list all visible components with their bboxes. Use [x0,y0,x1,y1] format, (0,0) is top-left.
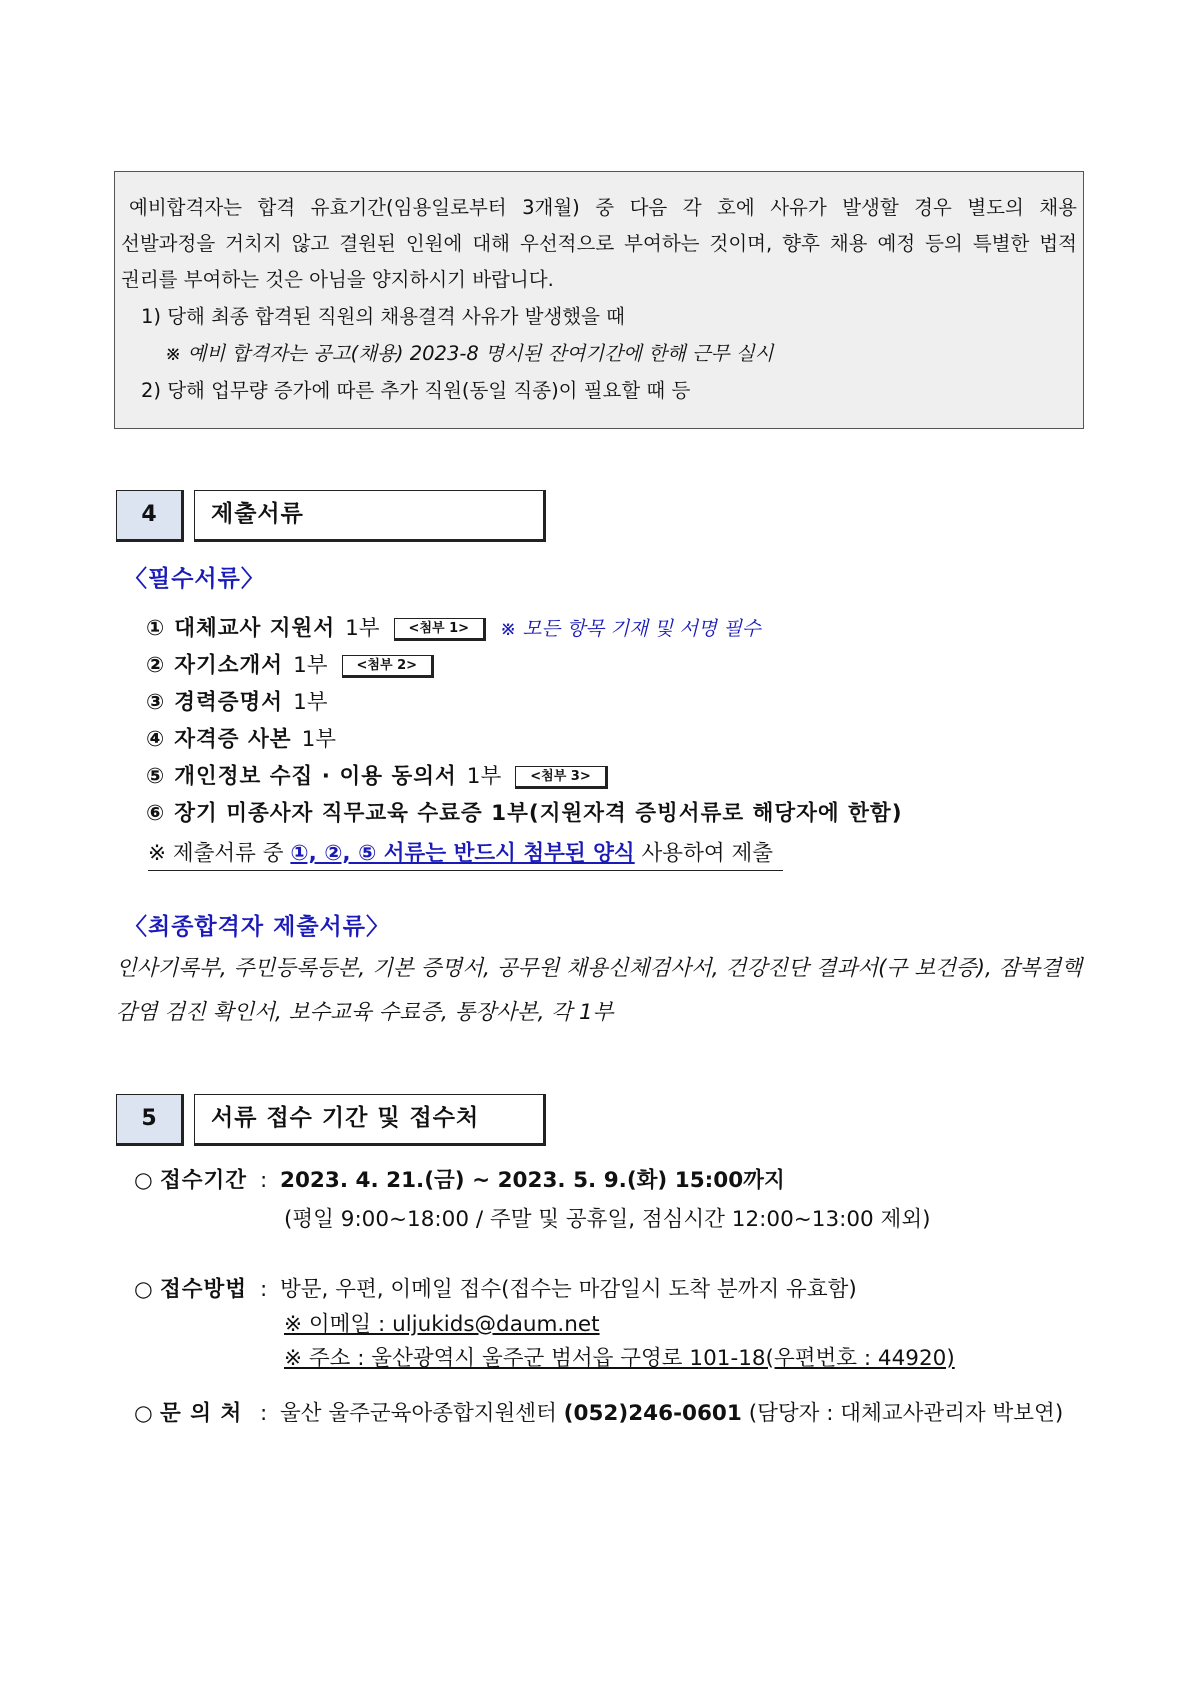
contact-phone: (052)246-0601 [563,1401,742,1426]
section-5-title: 서류 접수 기간 및 접수처 [194,1094,546,1146]
doc-item-name: 자격증 사본 [174,727,292,752]
final-docs-text: 인사기록부, 주민등록등본, 기본 증명서, 공무원 채용신체검사서, 건강진단 결과서(구 보건증), 잠복결핵감염 검진 확인서, 보수교육 수료증, 통장사본, 각 1부 [116,956,1082,1025]
submit-note-prefix: ※ 제출서류 중 [148,841,291,866]
doc-item-number: ④ [146,727,165,752]
doc-item-name: 개인정보 수집 · 이용 동의서 [174,764,457,789]
notice-line-3: 권리를 부여하는 것은 아님을 양지하시기 바랍니다. [121,268,554,291]
colon: : [260,1401,268,1426]
email-line[interactable]: ※ 이메일 : uljukids@daum.net [284,1312,600,1337]
circle-bullet-icon: ○ [134,1277,153,1302]
doc-item-qty: 1부 [466,764,502,789]
doc-item-qty: 1부 [345,616,380,641]
required-docs-list [146,610,903,832]
receipt-period-row [134,1165,785,1197]
section-5-number: 5 [116,1094,184,1146]
notice-line-2: 선발과정을 거치지 않고 결원된 인원에 대해 우선적으로 부여하는 것이며, 향후 채용 예정 등의 특별한 법적 [121,232,1077,255]
attachment-badge: <첨부 3> [515,766,607,789]
doc-item-number: ② [146,653,165,678]
address-line: ※ 주소 : 울산광역시 울주군 범서읍 구영로 101-18(우편번호 : 44920) [284,1346,955,1371]
submit-note-highlight: ①, ②, ⑤ 서류는 반드시 첨부된 양식 [290,841,635,866]
doc-item-name: 대체교사 지원서 [174,616,336,641]
attachment-badge: <첨부 1> [394,618,486,641]
section-4-title: 제출서류 [194,490,546,542]
doc-item-note: ※ 모든 항목 기재 및 서명 필수 [500,617,761,640]
notice-line-1: 예비합격자는 합격 유효기간(임용일로부터 3개월) 중 다음 각 호에 사유가 발생할 경우 별도의 채용 [129,196,1077,219]
receipt-period-note: (평일 9:00~18:00 / 주말 및 공휴일, 점심시간 12:00~13:00 제외) [284,1207,931,1232]
doc-item-qty: 1부 [301,727,337,752]
colon: : [260,1168,268,1193]
required-docs-heading: 〈필수서류〉 [124,566,265,592]
doc-item-name: 자기소개서 [174,653,284,678]
notice-box [114,171,1084,429]
submit-note-suffix: 사용하여 제출 [634,841,773,866]
doc-item-2 [146,647,903,684]
colon: : [260,1277,268,1302]
notice-item-2: 2) 당해 업무량 증가에 따른 추가 직원(동일 직종)이 필요할 때 등 [141,379,691,402]
receipt-period-label: 접수기간 [160,1168,248,1193]
doc-item-5 [146,758,903,795]
contact-label: 문 의 처 [160,1401,243,1426]
notice-item-1-note: ※ 예비 합격자는 공고(채용) 2023-8 명시된 잔여기간에 한해 근무 실시 [165,342,774,365]
contact-person: (담당자 : 대체교사관리자 박보연) [741,1401,1064,1426]
contact-org: 울산 울주군육아종합지원센터 [280,1401,564,1426]
attachment-badge: <첨부 2> [342,655,434,678]
doc-item-number: ⑤ [146,764,165,789]
receipt-period-value: 2023. 4. 21.(금) ~ 2023. 5. 9.(화) 15:00까지 [280,1168,785,1193]
doc-item-number: ③ [146,690,165,715]
doc-item-name: 경력증명서 [174,690,284,715]
doc-item-1 [146,610,903,647]
doc-item-name: 장기 미종사자 직무교육 수료증 1부(지원자격 증빙서류로 해당자에 한함) [174,801,903,826]
receipt-method-row [134,1274,857,1306]
receipt-method-value: 방문, 우편, 이메일 접수(접수는 마감일시 도착 분까지 유효함) [280,1277,857,1302]
circle-bullet-icon: ○ [134,1401,153,1426]
circle-bullet-icon: ○ [134,1168,153,1193]
receipt-method-label: 접수방법 [160,1277,248,1302]
doc-item-qty: 1부 [293,653,328,678]
doc-item-number: ⑥ [146,801,165,826]
doc-item-4 [146,721,903,758]
doc-item-number: ① [146,616,165,641]
doc-item-qty: 1부 [293,690,328,715]
section-4-number: 4 [116,490,184,542]
notice-item-1: 1) 당해 최종 합격된 직원의 채용결격 사유가 발생했을 때 [141,305,626,328]
doc-item-3 [146,684,903,721]
contact-row [134,1398,1063,1430]
final-docs-heading: 〈최종합격자 제출서류〉 [124,914,390,940]
submit-form-note [148,838,783,871]
doc-item-6 [146,795,903,832]
